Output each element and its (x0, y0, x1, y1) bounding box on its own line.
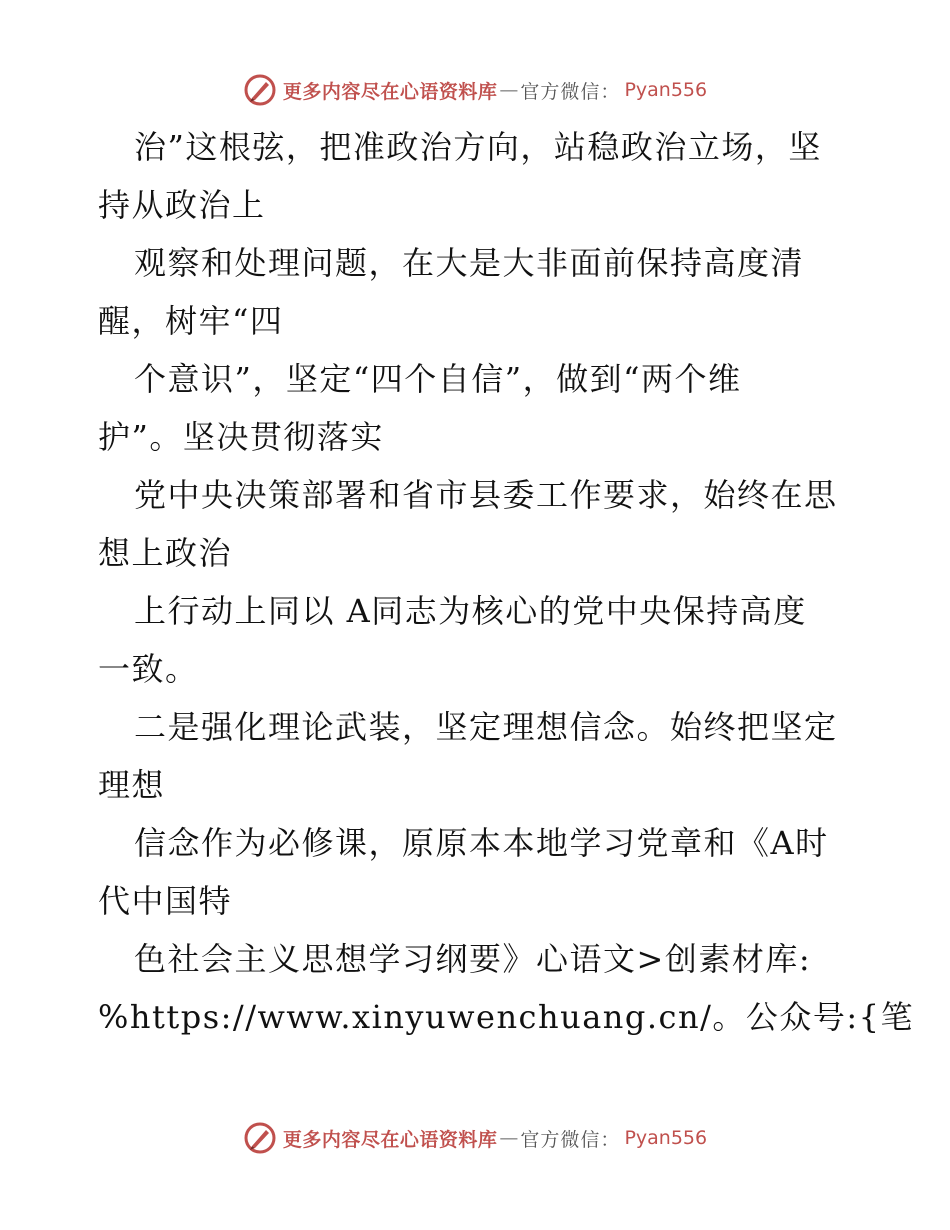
banner-separator: — (499, 1127, 519, 1149)
pen-logo-icon (243, 73, 277, 107)
banner-separator: — (499, 79, 519, 101)
banner-label: 官方微信： (520, 1128, 621, 1151)
body-text (98, 118, 914, 1046)
banner-label: 官方微信： (520, 80, 621, 103)
text-line: 二是强化理论武装，坚定理想信念。始终把坚定 (134, 708, 838, 746)
text-line: 治”这根弦，把准政治方向，站稳政治立场，坚 (134, 128, 822, 166)
text-line: 上行动上同以 A同志为核心的党中央保持高度 (134, 592, 807, 630)
text-line: 党中央决策部署和省市县委工作要求，始终在思 (134, 476, 838, 514)
text-line: 持从政治上 (98, 186, 266, 224)
banner-main-text: 更多内容尽在心语资料库 (282, 80, 498, 103)
text-line: 个意识”，坚定“四个自信”，做到“两个维 (134, 360, 742, 398)
text-line: 观察和处理问题，在大是大非面前保持高度清 (134, 244, 805, 282)
banner-wechat-id: Pyan556 (624, 79, 708, 101)
pen-logo-icon (243, 1121, 277, 1155)
text-line: 一致。 (98, 650, 199, 688)
header-banner (0, 70, 950, 110)
text-line: 信念作为必修课，原原本本地学习党章和《A时 (134, 824, 829, 862)
banner-wechat-id: Pyan556 (624, 1127, 708, 1149)
text-line: 理想 (98, 766, 166, 804)
text-line: 想上政治 (98, 534, 233, 572)
banner-main-text: 更多内容尽在心语资料库 (282, 1128, 498, 1151)
text-line: 护”。坚决贯彻落实 (98, 418, 384, 456)
text-line: 醒，树牢“四 (98, 302, 284, 340)
text-line: 代中国特 (98, 882, 233, 920)
text-line: %https://www.xinyuwenchuang.cn/。公众号:{笔 (98, 998, 914, 1036)
footer-banner (0, 1118, 950, 1158)
text-line: 色社会主义思想学习纲要》心语文>创素材库: (134, 940, 812, 978)
